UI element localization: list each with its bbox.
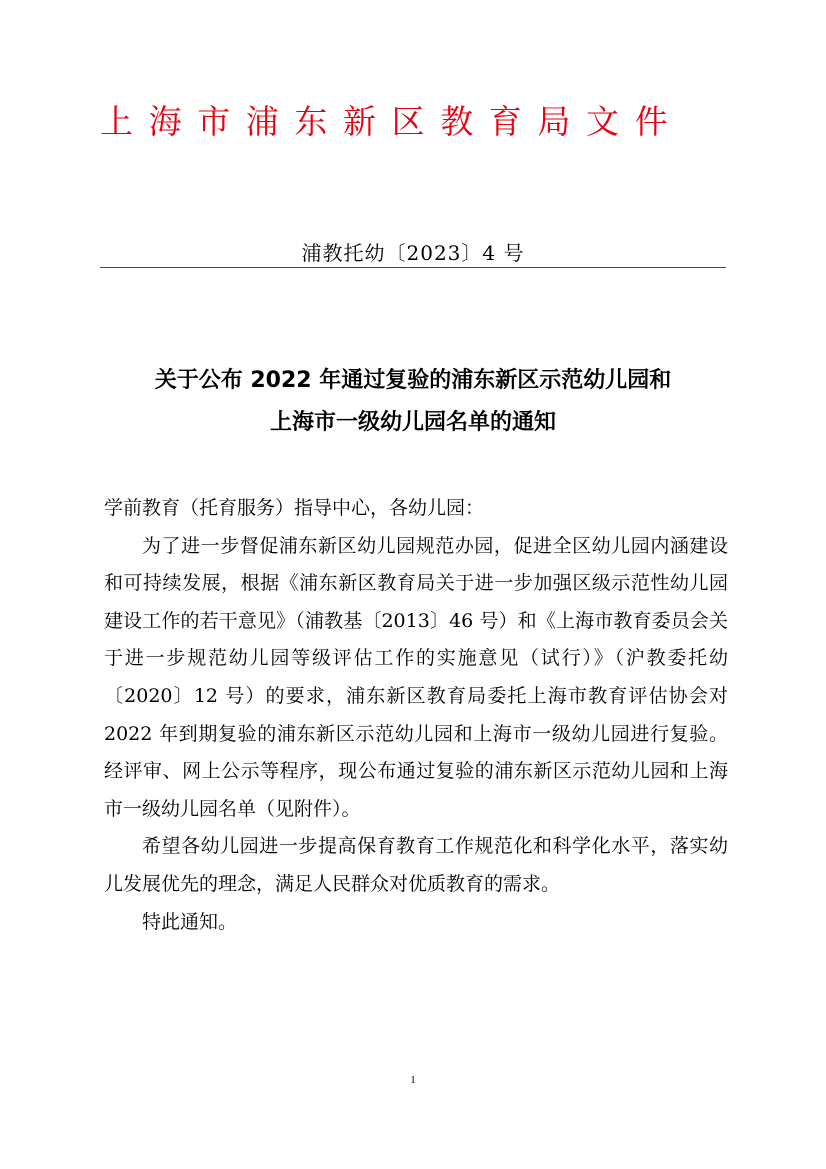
document-number: 浦教托幼〔2023〕4 号: [301, 241, 525, 265]
closing-line: 特此通知。: [142, 910, 238, 933]
issuing-authority-header: 上海市浦东新区教育局文件: [100, 102, 684, 141]
page-number: 1: [410, 1074, 416, 1086]
document-title: [100, 360, 726, 444]
document-title-line-1: 关于公布 2022 年通过复验的浦东新区示范幼儿园和: [154, 368, 672, 393]
body-paragraph-1: 为了进一步督促浦东新区幼儿园规范办园，促进全区幼儿园内涵建设和可持续发展，根据《浦东新区教育局关于进一步加强区级示范性幼儿园建设工作的若干意见》（浦教基〔2013〕46 号）和《上海市教育委员会关于进一步规范幼儿园等级评估工作的实施意见（试行）》（沪教委托幼〔2020〕12 号）的要求，浦东新区教育局委托上海市教育评估协会对 2022 年到期复验的浦东新区示范幼儿园和上海市一级幼儿园进行复验。经评审、网上公示等程序，现公布通过复验的浦东新区示范幼儿园和上海市一级幼儿园名单（见附件）。: [104, 534, 728, 820]
salutation: 学前教育（托育服务）指导中心，各幼儿园：: [104, 497, 485, 519]
document-title-line-2: 上海市一级幼儿园名单的通知: [269, 410, 556, 435]
red-separator-line: [100, 267, 726, 268]
document-body: [104, 490, 728, 941]
body-paragraph-2: 希望各幼儿园进一步提高保育教育工作规范化和科学化水平，落实幼儿发展优先的理念，满足人民群众对优质教育的需求。: [104, 835, 728, 895]
